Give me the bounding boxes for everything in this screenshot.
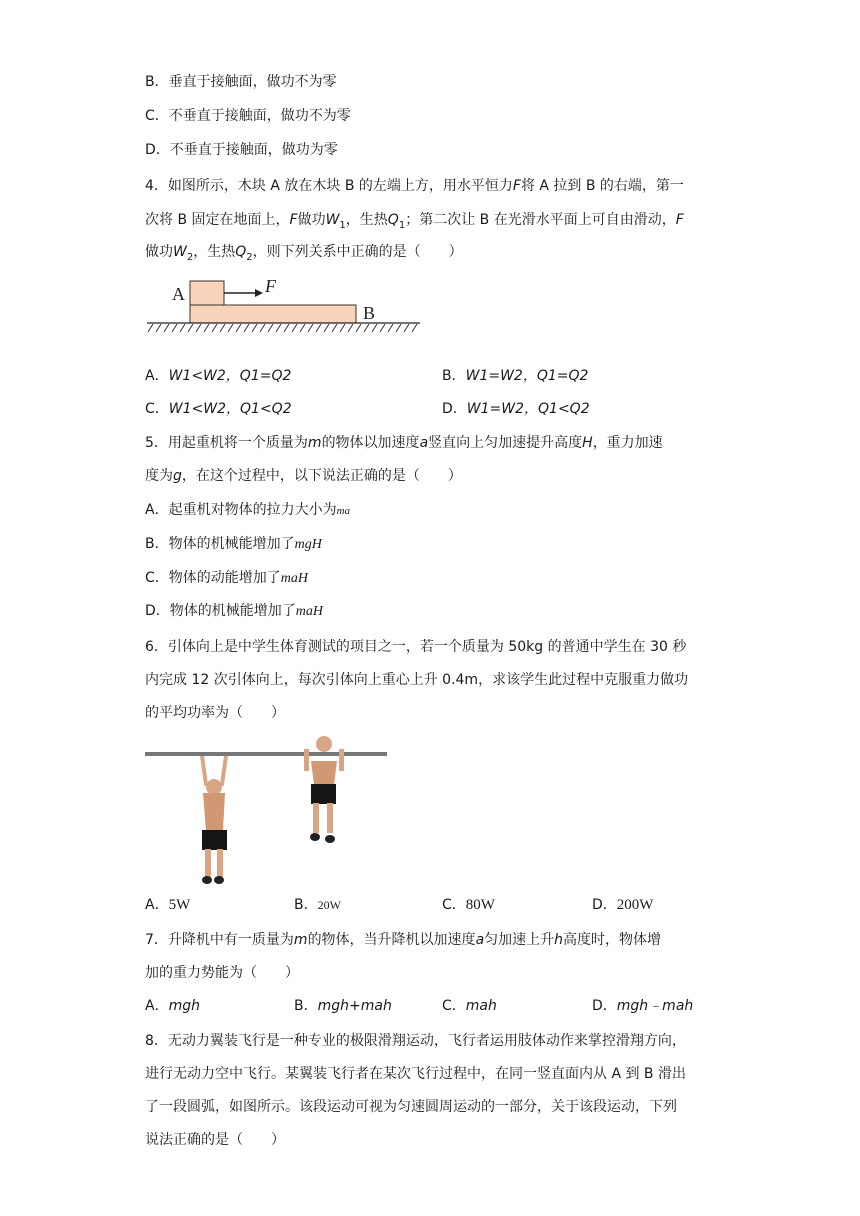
q5-option-b: B．物体的机械能增加了mgH	[145, 536, 322, 552]
q3-option-d: D．不垂直于接触面，做功为零	[145, 142, 338, 158]
q3-option-c: C．不垂直于接触面，做功不为零	[145, 108, 351, 124]
q4-option-a: A．W1<W2，Q1=Q2	[145, 368, 292, 384]
q4-option-c: C．W1<W2，Q1<Q2	[145, 401, 292, 417]
block-a	[190, 281, 224, 305]
pullup-bar	[145, 752, 387, 756]
q8-stem-line1: 8．无动力翼装飞行是一种专业的极限滑翔运动，飞行者运用肢体动作来掌控滑翔方向，	[145, 1033, 686, 1049]
q5-stem-line2: 度为g，在这个过程中，以下说法正确的是（ ）	[145, 468, 462, 484]
q5-option-a: A．起重机对物体的拉力大小为ma	[145, 502, 351, 518]
label-f: F	[265, 276, 276, 296]
q6-stem-line2: 内完成 12 次引体向上，每次引体向上重心上升 0.4m，求该学生此过程中克服重力做功	[145, 672, 689, 688]
ground-hatching	[148, 324, 417, 332]
q7-option-b: B．mgh+mah	[294, 998, 392, 1014]
person-hanging	[200, 756, 228, 884]
q7-option-a: A．mgh	[145, 998, 200, 1014]
q4-block-figure	[145, 276, 425, 338]
q6-pullup-figure	[145, 735, 390, 887]
q4-stem-line3: 做功$W_2$，生热$Q_2$，则下列关系中正确的是（ ）	[145, 244, 463, 263]
q8-stem-line4: 说法正确的是（ ）	[145, 1132, 285, 1148]
q4-stem-line2: 次将 B 固定在地面上，F做功$W_1$，生热$Q_1$；第二次让 B 在光滑水平面上可自由滑动，F	[145, 212, 684, 231]
label-b: B	[363, 303, 376, 323]
label-a: A	[172, 284, 185, 304]
q7-option-c: C．mah	[442, 998, 497, 1014]
q6-option-b: B．20W	[294, 897, 341, 913]
q5-option-d: D．物体的机械能增加了maH	[145, 603, 324, 619]
force-arrow-head	[255, 289, 263, 297]
q5-stem-line1: 5．用起重机将一个质量为m的物体以加速度a竖直向上匀加速提升高度H，重力加速	[145, 435, 663, 451]
q7-stem-line1: 7．升降机中有一质量为m的物体，当升降机以加速度a匀加速上升h高度时，物体增	[145, 932, 662, 948]
q4-option-b: B．W1=W2，Q1=Q2	[442, 368, 589, 384]
q7-option-d: D．mgh﹣mah	[592, 998, 694, 1014]
q7-stem-line2: 加的重力势能为（ ）	[145, 965, 299, 981]
block-b	[190, 305, 356, 323]
q4-stem-line1: 4．如图所示，木块 A 放在木块 B 的左端上方，用水平恒力F将 A 拉到 B 的右端，第一	[145, 178, 684, 194]
q6-stem-line3: 的平均功率为（ ）	[145, 705, 285, 721]
q5-option-c: C．物体的动能增加了maH	[145, 570, 309, 586]
q3-option-b: B．垂直于接触面，做功不为零	[145, 74, 337, 90]
q6-option-a: A．5W	[145, 897, 191, 913]
q6-option-c: C．80W	[442, 897, 495, 913]
q4-option-d: D．W1=W2，Q1<Q2	[442, 401, 590, 417]
q8-stem-line3: 了一段圆弧，如图所示。该段运动可视为匀速圆周运动的一部分，关于该段运动，下列	[145, 1099, 677, 1115]
q8-stem-line2: 进行无动力空中飞行。某翼装飞行者在某次飞行过程中，在同一竖直面内从 A 到 B 滑出	[145, 1066, 686, 1082]
q6-stem-line1: 6．引体向上是中学生体育测试的项目之一，若一个质量为 50kg 的普通中学生在 30 秒	[145, 639, 687, 655]
q6-option-d: D．200W	[592, 897, 654, 913]
